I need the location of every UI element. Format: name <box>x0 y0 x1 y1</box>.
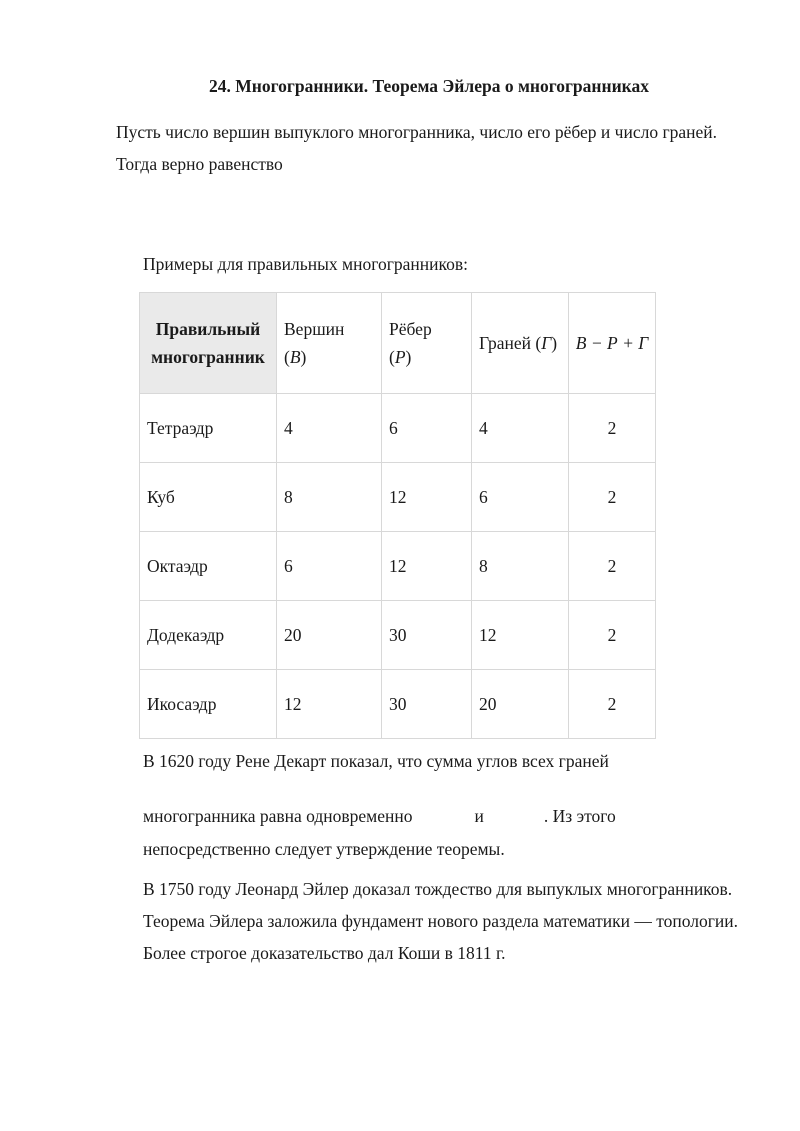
header-polyhedron <box>140 293 277 394</box>
cell-edges: 12 <box>382 463 472 532</box>
descartes-line-2-b: и <box>474 806 484 826</box>
table-row <box>140 601 656 670</box>
header-vertices <box>277 293 382 394</box>
cell-vertices: 6 <box>277 532 382 601</box>
table-row <box>140 670 656 739</box>
header-edges-open: ( <box>389 347 395 367</box>
header-vertices-line1: Вершин <box>284 319 345 339</box>
cell-euler: 2 <box>569 463 656 532</box>
cell-name: Октаэдр <box>140 532 277 601</box>
cell-name: Куб <box>140 463 277 532</box>
euler-paragraph: В 1750 году Леонард Эйлер доказал тождество для выпуклых многогранников. Теорема Эйлера заложила фундамент нового раздела математики — топологии. Более строгое доказательство дал Коши в 1811 г. <box>143 879 739 963</box>
descartes-line-2 <box>143 800 743 832</box>
header-vertices-close: ) <box>300 347 307 367</box>
cell-vertices: 20 <box>277 601 382 670</box>
cell-faces: 6 <box>472 463 569 532</box>
cell-vertices: 12 <box>277 670 382 739</box>
header-faces-close: ) <box>551 333 558 353</box>
descartes-line-2-c: . Из этого <box>543 806 616 826</box>
header-faces <box>472 293 569 394</box>
cell-vertices: 8 <box>277 463 382 532</box>
descartes-line-1: В 1620 году Рене Декарт показал, что сумма углов всех граней <box>143 751 609 771</box>
header-formula-text: В − Р + Г <box>575 333 649 353</box>
cell-edges: 6 <box>382 394 472 463</box>
cell-vertices: 4 <box>277 394 382 463</box>
cell-name: Додекаэдр <box>140 601 277 670</box>
header-faces-symbol: Г <box>541 333 552 353</box>
cell-faces: 20 <box>472 670 569 739</box>
header-faces-prefix: Граней ( <box>479 333 542 353</box>
cell-faces: 12 <box>472 601 569 670</box>
cell-edges: 12 <box>382 532 472 601</box>
header-edges-symbol: Р <box>394 347 406 367</box>
header-edges-line1: Рёбер <box>389 319 432 339</box>
cell-name: Икосаэдр <box>140 670 277 739</box>
cell-euler: 2 <box>569 601 656 670</box>
descartes-line-3: непосредственно следует утверждение теоремы. <box>143 839 505 859</box>
examples-label: Примеры для правильных многогранников: <box>143 254 468 274</box>
polyhedra-table <box>139 292 656 739</box>
cell-edges: 30 <box>382 601 472 670</box>
cell-euler: 2 <box>569 670 656 739</box>
header-edges <box>382 293 472 394</box>
cell-faces: 8 <box>472 532 569 601</box>
header-edges-close: ) <box>405 347 412 367</box>
header-formula <box>569 293 656 394</box>
intro-paragraph: Пусть число вершин выпуклого многогранника, число его рёбер и число граней. Тогда верно равенство <box>116 122 718 174</box>
header-polyhedron-line1: Правильный <box>155 319 261 339</box>
cell-name: Тетраэдр <box>140 394 277 463</box>
table-row <box>140 532 656 601</box>
cell-euler: 2 <box>569 394 656 463</box>
cell-euler: 2 <box>569 532 656 601</box>
header-vertices-open: ( <box>284 347 290 367</box>
header-polyhedron-line2: многогранник <box>151 347 265 367</box>
cell-faces: 4 <box>472 394 569 463</box>
page-title: 24. Многогранники. Теорема Эйлера о многогранниках <box>209 76 649 96</box>
header-vertices-symbol: В <box>289 347 301 367</box>
descartes-line-2-a: многогранника равна одновременно <box>143 806 413 826</box>
cell-edges: 30 <box>382 670 472 739</box>
table-row <box>140 394 656 463</box>
table-header-row <box>140 293 656 394</box>
table-row <box>140 463 656 532</box>
